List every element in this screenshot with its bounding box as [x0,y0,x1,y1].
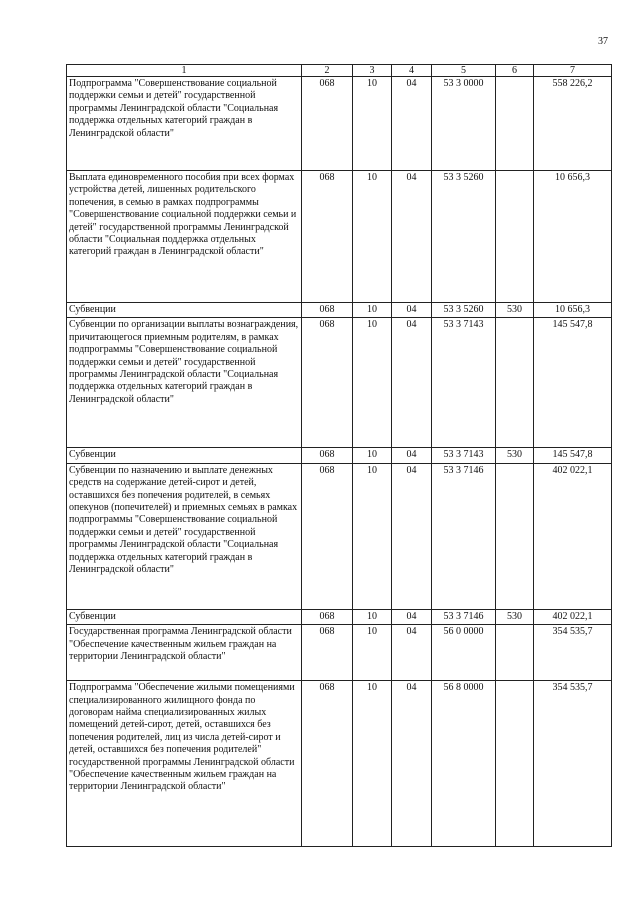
subsection-code: 04 [392,77,432,171]
amount: 145 547,8 [534,318,612,448]
section-code: 10 [353,609,392,624]
amount: 354 535,7 [534,625,612,681]
table-row [67,448,612,463]
subsection-code: 04 [392,448,432,463]
amount: 10 656,3 [534,303,612,318]
section-code: 10 [353,463,392,609]
item-name: Субвенции [67,448,302,463]
amount: 402 022,1 [534,463,612,609]
target-code: 56 0 0000 [432,625,496,681]
subsection-code: 04 [392,681,432,847]
target-code: 53 3 7146 [432,463,496,609]
item-name: Выплата единовременного пособия при всех формах устройства детей, лишенных родительского попечения, в семью в рамках подпрограммы "Совершенствование социальной поддержки семьи и детей" государственной программы Ленинградской области "Социальная поддержка отдельных категорий граждан в Ленинградской области" [67,171,302,303]
section-code: 10 [353,303,392,318]
expense-type [496,463,534,609]
target-code: 53 3 7143 [432,448,496,463]
amount: 10 656,3 [534,171,612,303]
ministry-code: 068 [302,171,353,303]
table-row [67,681,612,847]
expense-type: 530 [496,609,534,624]
item-name: Государственная программа Ленинградской области "Обеспечение качественным жильем граждан на территории Ленинградской области" [67,625,302,681]
expense-type [496,171,534,303]
subsection-code: 04 [392,303,432,318]
item-name: Субвенции по назначению и выплате денежных средств на содержание детей-сирот и детей, оставшихся без попечения родителей, в семьях опекунов (попечителей) и приемных семьях в рамках подпрограммы "Совершенствование социальной поддержки семьи и детей" государственной программы Ленинградской области "Социальная поддержка отдельных категорий граждан в Ленинградской области" [67,463,302,609]
table-row [67,318,612,448]
amount: 145 547,8 [534,448,612,463]
subsection-code: 04 [392,463,432,609]
subsection-code: 04 [392,609,432,624]
target-code: 56 8 0000 [432,681,496,847]
amount: 402 022,1 [534,609,612,624]
target-code: 53 3 0000 [432,77,496,171]
section-code: 10 [353,448,392,463]
target-code: 53 3 7146 [432,609,496,624]
table-row [67,625,612,681]
column-number: 3 [353,65,392,77]
expense-type [496,625,534,681]
section-code: 10 [353,681,392,847]
column-number: 4 [392,65,432,77]
budget-table [66,64,612,847]
section-code: 10 [353,318,392,448]
ministry-code: 068 [302,625,353,681]
expense-type: 530 [496,448,534,463]
table-row [67,609,612,624]
section-code: 10 [353,625,392,681]
column-number: 6 [496,65,534,77]
section-code: 10 [353,171,392,303]
item-name: Субвенции [67,609,302,624]
ministry-code: 068 [302,463,353,609]
column-number: 7 [534,65,612,77]
target-code: 53 3 5260 [432,171,496,303]
subsection-code: 04 [392,318,432,448]
ministry-code: 068 [302,303,353,318]
item-name: Субвенции [67,303,302,318]
target-code: 53 3 7143 [432,318,496,448]
column-number: 1 [67,65,302,77]
amount: 354 535,7 [534,681,612,847]
page-number: 37 [598,36,608,47]
item-name: Подпрограмма "Обеспечение жилыми помещениями специализированного жилищного фонда по договорам найма специализированных жилых помещений детей-сирот, детей, оставшихся без попечения родителей, лиц из числа детей-сирот и детей, оставшихся без попечения родителей" государственной программы Ленинградской области "Обеспечение качественным жильем граждан на территории Ленинградской области" [67,681,302,847]
column-number: 5 [432,65,496,77]
item-name: Подпрограмма "Совершенствование социальной поддержки семьи и детей" государственной программы Ленинградской области "Социальная поддержка отдельных категорий граждан в Ленинградской области" [67,77,302,171]
table-row [67,171,612,303]
item-name: Субвенции по организации выплаты вознаграждения, причитающегося приемным родителям, в рамках подпрограммы "Совершенствование социальной поддержки семьи и детей" государственной программы Ленинградской области "Социальная поддержка отдельных категорий граждан в Ленинградской области" [67,318,302,448]
section-code: 10 [353,77,392,171]
subsection-code: 04 [392,625,432,681]
ministry-code: 068 [302,609,353,624]
expense-type [496,318,534,448]
expense-type: 530 [496,303,534,318]
column-number-row [67,65,612,77]
ministry-code: 068 [302,318,353,448]
table-row [67,463,612,609]
column-number: 2 [302,65,353,77]
expense-type [496,77,534,171]
table-row [67,303,612,318]
expense-type [496,681,534,847]
amount: 558 226,2 [534,77,612,171]
target-code: 53 3 5260 [432,303,496,318]
ministry-code: 068 [302,77,353,171]
subsection-code: 04 [392,171,432,303]
table-row [67,77,612,171]
ministry-code: 068 [302,681,353,847]
ministry-code: 068 [302,448,353,463]
